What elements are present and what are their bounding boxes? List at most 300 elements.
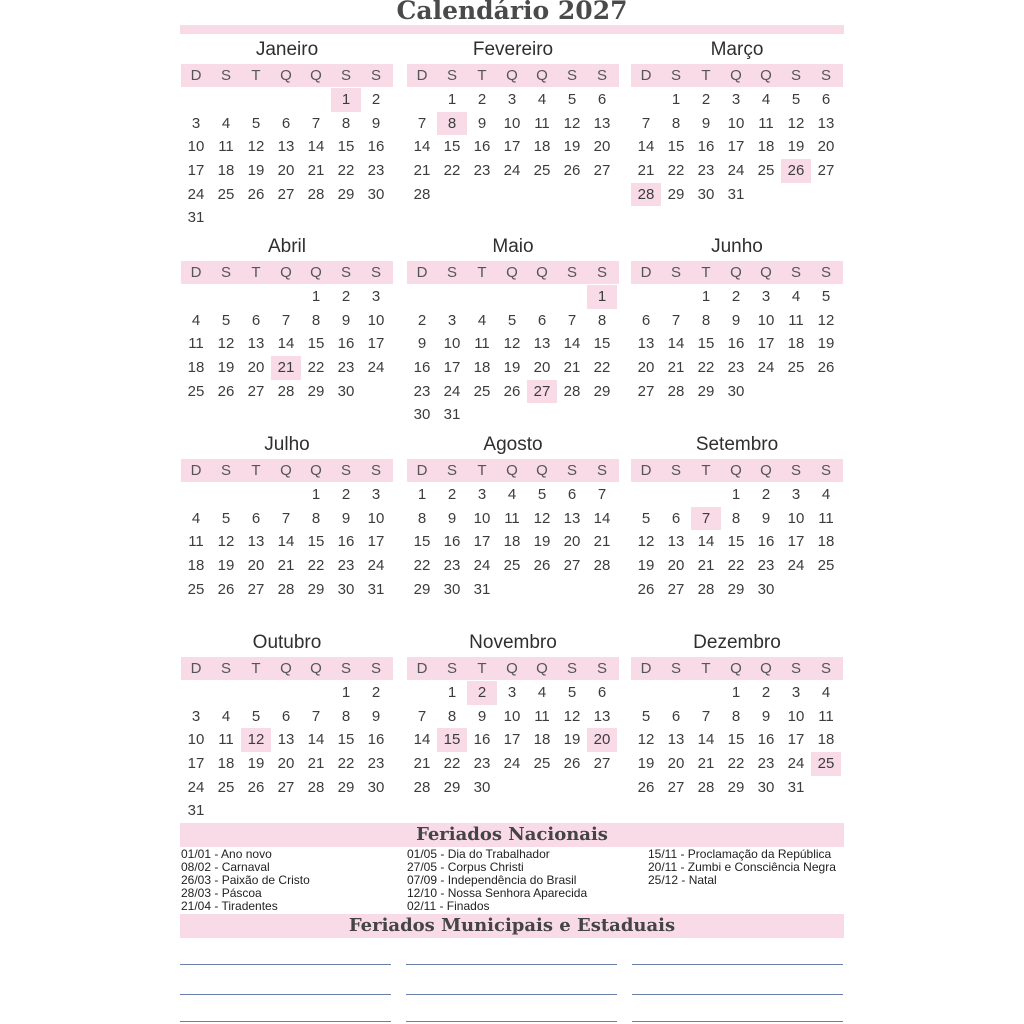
day-cell: 10: [787, 509, 805, 527]
weekday-label: S: [596, 660, 607, 677]
day-cell: 10: [187, 731, 205, 749]
day-cell: 3: [371, 288, 381, 305]
weekday-label: T: [477, 67, 487, 84]
days-grid: [181, 285, 393, 403]
day-cell: 9: [447, 509, 457, 527]
day-cell: 11: [218, 731, 234, 749]
day-cell: 26: [563, 162, 581, 180]
weekday-label: S: [566, 660, 577, 677]
day-cell: 9: [761, 509, 771, 527]
day-cell: 3: [791, 486, 801, 503]
weekday-label: Q: [506, 660, 518, 677]
empty-cell: [211, 681, 241, 705]
month-name: Fevereiro: [472, 39, 554, 60]
weekday-label: S: [370, 264, 381, 281]
weekday-label: S: [790, 67, 801, 84]
weekday-label: S: [566, 462, 577, 479]
holiday-day: 8: [437, 112, 467, 136]
holiday-day: 28: [631, 183, 661, 207]
empty-cell: [497, 285, 527, 309]
day-cell: 22: [667, 162, 685, 180]
days-grid: [407, 483, 619, 601]
day-cell: 9: [341, 311, 351, 329]
day-cell: 6: [251, 509, 261, 527]
calendar-title: Calendário 2027: [396, 0, 628, 25]
write-line: [632, 1021, 843, 1022]
day-cell: 14: [413, 731, 431, 749]
weekday-label: Q: [280, 67, 292, 84]
day-cell: 20: [667, 557, 685, 575]
month-block: [631, 629, 843, 799]
holiday-day: 26: [781, 159, 811, 183]
weekday-label: S: [370, 462, 381, 479]
day-cell: 24: [787, 755, 805, 773]
day-cell: 19: [637, 557, 655, 575]
empty-cell: [181, 483, 211, 507]
empty-cell: [631, 285, 661, 309]
weekday-label: T: [701, 67, 711, 84]
day-cell: 25: [787, 359, 805, 377]
day-cell: 29: [443, 778, 461, 796]
day-cell: 18: [533, 731, 551, 749]
day-cell: 4: [477, 311, 487, 329]
day-cell: 2: [761, 486, 771, 503]
day-cell: 9: [477, 707, 487, 725]
day-cell: 13: [533, 335, 551, 353]
weekday-label: Q: [506, 67, 518, 84]
day-cell: 21: [307, 755, 325, 773]
day-cell: 9: [371, 114, 381, 132]
weekday-label: T: [701, 462, 711, 479]
day-cell: 26: [637, 778, 655, 796]
day-cell: 9: [341, 509, 351, 527]
day-cell: 30: [443, 580, 461, 598]
day-cell: 15: [727, 731, 745, 749]
month-block: [181, 629, 393, 823]
month-block: [407, 36, 619, 206]
month-name: Julho: [264, 434, 310, 455]
day-cell: 5: [641, 509, 651, 527]
write-line: [406, 994, 617, 995]
day-cell: 13: [247, 335, 265, 353]
day-cell: 23: [727, 359, 745, 377]
holiday-entry: 01/05 - Dia do Trabalhador: [407, 847, 550, 861]
holiday-entry: 27/05 - Corpus Christi: [407, 859, 524, 874]
day-cell: 28: [697, 778, 715, 796]
day-cell: 31: [787, 778, 805, 796]
weekday-label: Q: [280, 462, 292, 479]
day-cell: 15: [727, 533, 745, 551]
day-cell: 21: [697, 755, 715, 773]
day-cell: 18: [533, 138, 551, 156]
day-cell: 16: [473, 731, 491, 749]
day-cell: 16: [697, 138, 715, 156]
day-cell: 8: [447, 707, 457, 725]
day-cell: 10: [443, 335, 461, 353]
weekday-label: S: [220, 67, 231, 84]
weekday-label: S: [446, 660, 457, 677]
weekday-header: [181, 261, 393, 284]
day-cell: 12: [563, 114, 581, 132]
day-cell: 17: [503, 731, 521, 749]
day-cell: 29: [337, 185, 355, 203]
holiday-entry: 07/09 - Independência do Brasil: [407, 872, 577, 887]
weekday-label: T: [251, 67, 261, 84]
day-cell: 14: [667, 335, 685, 353]
day-cell: 27: [593, 162, 611, 180]
month-block: [181, 233, 393, 403]
month-name: Dezembro: [693, 632, 781, 653]
day-cell: 22: [337, 755, 355, 773]
weekday-label: D: [416, 660, 428, 677]
day-cell: 22: [697, 359, 715, 377]
day-cell: 1: [731, 486, 741, 503]
month-block: [407, 629, 619, 799]
day-cell: 16: [727, 335, 745, 353]
weekday-label: S: [340, 462, 351, 479]
weekday-label: D: [416, 462, 428, 479]
day-cell: 27: [277, 778, 295, 796]
day-cell: 21: [637, 162, 655, 180]
day-cell: 21: [593, 533, 611, 551]
weekday-label: Q: [760, 462, 772, 479]
day-cell: 8: [671, 114, 681, 132]
empty-cell: [241, 285, 271, 309]
weekday-label: T: [701, 660, 711, 677]
day-cell: 22: [307, 557, 325, 575]
month-block: [631, 233, 843, 403]
day-cell: 7: [671, 311, 681, 329]
weekday-label: T: [251, 462, 261, 479]
day-cell: 23: [757, 557, 775, 575]
day-cell: 28: [413, 778, 431, 796]
weekday-label: D: [640, 462, 652, 479]
weekday-label: S: [820, 462, 831, 479]
empty-cell: [181, 88, 211, 112]
day-cell: 10: [503, 707, 521, 725]
weekday-label: T: [477, 264, 487, 281]
day-cell: 4: [191, 509, 201, 527]
day-cell: 28: [563, 382, 581, 400]
empty-cell: [211, 483, 241, 507]
day-cell: 1: [447, 91, 457, 108]
empty-cell: [631, 681, 661, 705]
day-cell: 10: [367, 509, 385, 527]
empty-cell: [271, 483, 301, 507]
holiday-entry: 15/11 - Proclamação da República: [648, 847, 832, 861]
day-cell: 29: [307, 382, 325, 400]
day-cell: 13: [277, 731, 295, 749]
day-cell: 23: [443, 557, 461, 575]
day-cell: 23: [757, 755, 775, 773]
empty-cell: [691, 483, 721, 507]
weekday-label: S: [446, 462, 457, 479]
empty-cell: [661, 681, 691, 705]
day-cell: 18: [187, 359, 205, 377]
weekday-label: S: [370, 67, 381, 84]
weekday-label: T: [251, 660, 261, 677]
day-cell: 4: [507, 486, 517, 503]
month-block: [181, 431, 393, 601]
day-cell: 12: [563, 707, 581, 725]
day-cell: 14: [697, 533, 715, 551]
day-cell: 28: [593, 557, 611, 575]
day-cell: 1: [311, 288, 321, 305]
weekday-label: Q: [280, 264, 292, 281]
weekday-label: Q: [730, 264, 742, 281]
holiday-day: 15: [437, 728, 467, 752]
day-cell: 11: [818, 509, 834, 527]
days-grid: [181, 681, 393, 823]
day-cell: 7: [311, 114, 321, 132]
month-name: Novembro: [469, 632, 557, 653]
day-cell: 6: [821, 91, 831, 108]
day-cell: 16: [413, 359, 431, 377]
day-cell: 19: [503, 359, 521, 377]
empty-cell: [407, 88, 437, 112]
day-cell: 31: [187, 209, 205, 227]
holiday-day: 1: [587, 285, 617, 309]
day-cell: 11: [758, 114, 774, 132]
day-cell: 12: [217, 335, 235, 353]
municipal-holidays-heading: Feriados Municipais e Estaduais: [180, 914, 844, 938]
day-cell: 8: [341, 114, 351, 132]
days-grid: [181, 483, 393, 601]
day-cell: 2: [447, 486, 457, 503]
day-cell: 3: [477, 486, 487, 503]
day-cell: 18: [187, 557, 205, 575]
day-cell: 30: [757, 778, 775, 796]
empty-cell: [527, 285, 557, 309]
day-cell: 15: [337, 731, 355, 749]
empty-cell: [467, 285, 497, 309]
holiday-day: 2: [467, 681, 497, 705]
day-cell: 28: [413, 185, 431, 203]
day-cell: 16: [443, 533, 461, 551]
day-cell: 8: [701, 311, 711, 329]
day-cell: 30: [697, 185, 715, 203]
weekday-label: T: [477, 660, 487, 677]
day-cell: 19: [217, 557, 235, 575]
day-cell: 8: [731, 509, 741, 527]
day-cell: 13: [637, 335, 655, 353]
day-cell: 3: [791, 684, 801, 701]
day-cell: 31: [727, 185, 745, 203]
day-cell: 12: [217, 533, 235, 551]
day-cell: 23: [473, 162, 491, 180]
national-holidays-heading: Feriados Nacionais: [180, 823, 844, 847]
day-cell: 12: [637, 533, 655, 551]
empty-cell: [437, 285, 467, 309]
day-cell: 29: [593, 382, 611, 400]
day-cell: 3: [507, 91, 517, 108]
weekday-label: D: [190, 67, 202, 84]
weekday-label: S: [820, 660, 831, 677]
day-cell: 31: [367, 580, 385, 598]
weekday-label: S: [670, 660, 681, 677]
weekday-label: D: [416, 264, 428, 281]
day-cell: 26: [817, 359, 835, 377]
day-cell: 23: [337, 557, 355, 575]
day-cell: 8: [341, 707, 351, 725]
weekday-label: Q: [310, 67, 322, 84]
day-cell: 17: [727, 138, 745, 156]
day-cell: 2: [341, 288, 351, 305]
day-cell: 20: [247, 557, 265, 575]
day-cell: 3: [191, 114, 201, 132]
day-cell: 10: [787, 707, 805, 725]
empty-cell: [407, 285, 437, 309]
day-cell: 18: [503, 533, 521, 551]
day-cell: 19: [533, 533, 551, 551]
day-cell: 22: [337, 162, 355, 180]
day-cell: 6: [597, 684, 607, 701]
day-cell: 3: [371, 486, 381, 503]
day-cell: 9: [761, 707, 771, 725]
month-name: Setembro: [695, 434, 779, 455]
day-cell: 20: [637, 359, 655, 377]
day-cell: 4: [221, 707, 231, 725]
holiday-day: 21: [271, 356, 301, 380]
day-cell: 4: [791, 288, 801, 305]
day-cell: 10: [187, 138, 205, 156]
day-cell: 15: [413, 533, 431, 551]
day-cell: 24: [367, 359, 385, 377]
weekday-header: [181, 657, 393, 680]
day-cell: 16: [367, 138, 385, 156]
day-cell: 3: [507, 684, 517, 701]
day-cell: 22: [727, 557, 745, 575]
day-cell: 30: [413, 406, 431, 424]
day-cell: 29: [697, 382, 715, 400]
day-cell: 16: [337, 533, 355, 551]
month-name: Abril: [267, 236, 306, 257]
weekday-label: D: [416, 67, 428, 84]
day-cell: 24: [187, 185, 205, 203]
day-cell: 28: [277, 382, 295, 400]
day-cell: 12: [533, 509, 551, 527]
day-cell: 29: [727, 580, 745, 598]
day-cell: 7: [701, 707, 711, 725]
weekday-label: S: [596, 264, 607, 281]
weekday-header: [407, 261, 619, 284]
weekday-label: S: [596, 67, 607, 84]
day-cell: 19: [217, 359, 235, 377]
weekday-label: S: [446, 264, 457, 281]
empty-cell: [241, 483, 271, 507]
weekday-label: Q: [310, 264, 322, 281]
day-cell: 24: [367, 557, 385, 575]
empty-cell: [631, 88, 661, 112]
day-cell: 24: [757, 359, 775, 377]
write-line: [180, 994, 391, 995]
holiday-entry: 25/12 - Natal: [648, 872, 717, 887]
day-cell: 20: [563, 533, 581, 551]
day-cell: 18: [217, 755, 235, 773]
empty-cell: [211, 88, 241, 112]
day-cell: 29: [337, 778, 355, 796]
day-cell: 26: [247, 185, 265, 203]
day-cell: 6: [641, 311, 651, 329]
day-cell: 27: [247, 580, 265, 598]
month-name: Março: [710, 39, 764, 60]
day-cell: 24: [187, 778, 205, 796]
day-cell: 6: [281, 114, 291, 132]
weekday-label: Q: [310, 660, 322, 677]
day-cell: 22: [727, 755, 745, 773]
empty-cell: [661, 285, 691, 309]
day-cell: 23: [337, 359, 355, 377]
day-cell: 5: [791, 91, 801, 108]
day-cell: 3: [731, 91, 741, 108]
day-cell: 6: [537, 311, 547, 329]
empty-cell: [241, 681, 271, 705]
month-block: [631, 36, 843, 206]
day-cell: 25: [187, 580, 205, 598]
empty-cell: [181, 681, 211, 705]
day-cell: 14: [697, 731, 715, 749]
day-cell: 19: [637, 755, 655, 773]
day-cell: 30: [367, 185, 385, 203]
weekday-label: S: [446, 67, 457, 84]
weekday-label: Q: [536, 462, 548, 479]
day-cell: 15: [667, 138, 685, 156]
weekday-label: Q: [536, 264, 548, 281]
day-cell: 28: [667, 382, 685, 400]
day-cell: 26: [217, 580, 235, 598]
day-cell: 21: [277, 557, 295, 575]
weekday-label: D: [640, 660, 652, 677]
day-cell: 8: [597, 311, 607, 329]
weekday-label: S: [790, 462, 801, 479]
day-cell: 15: [593, 335, 611, 353]
day-cell: 27: [247, 382, 265, 400]
write-line: [180, 964, 391, 965]
day-cell: 2: [371, 684, 381, 701]
day-cell: 21: [413, 162, 431, 180]
day-cell: 23: [697, 162, 715, 180]
day-cell: 31: [187, 802, 205, 820]
weekday-label: S: [790, 660, 801, 677]
day-cell: 1: [311, 486, 321, 503]
day-cell: 30: [727, 382, 745, 400]
day-cell: 17: [367, 335, 385, 353]
day-cell: 29: [667, 185, 685, 203]
day-cell: 12: [817, 311, 835, 329]
day-cell: 9: [417, 335, 427, 353]
write-line: [632, 994, 843, 995]
day-cell: 5: [537, 486, 547, 503]
day-cell: 5: [507, 311, 517, 329]
day-cell: 16: [757, 731, 775, 749]
day-cell: 11: [188, 533, 204, 551]
day-cell: 16: [473, 138, 491, 156]
holiday-entry: 02/11 - Finados: [407, 898, 490, 913]
day-cell: 9: [477, 114, 487, 132]
day-cell: 11: [534, 707, 550, 725]
day-cell: 9: [371, 707, 381, 725]
weekday-label: S: [596, 462, 607, 479]
day-cell: 13: [247, 533, 265, 551]
day-cell: 23: [367, 162, 385, 180]
day-cell: 24: [443, 382, 461, 400]
weekday-label: Q: [536, 67, 548, 84]
weekday-label: S: [566, 67, 577, 84]
day-cell: 25: [533, 755, 551, 773]
empty-cell: [407, 681, 437, 705]
day-cell: 27: [817, 162, 835, 180]
day-cell: 11: [788, 311, 804, 329]
